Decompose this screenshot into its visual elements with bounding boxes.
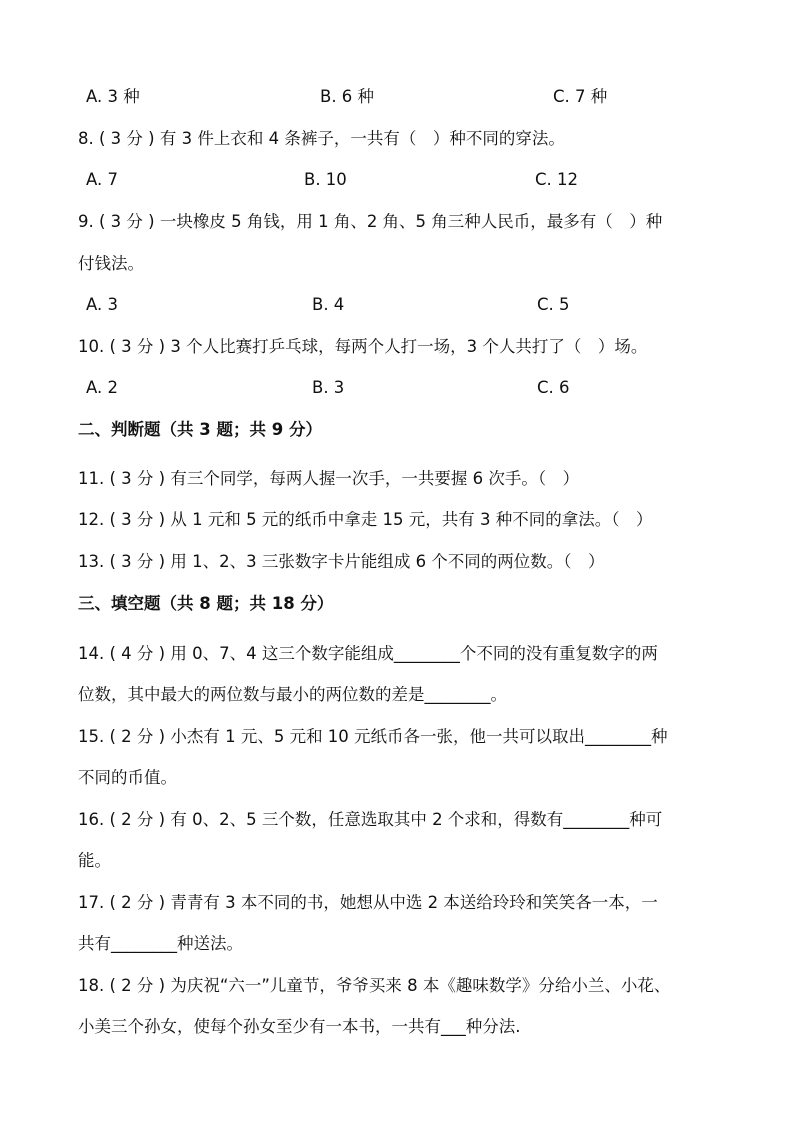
q9-option-b: B. 4 [312, 295, 345, 314]
question-18-line-1: 18. ( 2 分 ) 为庆祝“六一”儿童节，爷爷买来 8 本《趣味数学》分给小兰、小花、 [78, 976, 671, 995]
q9-option-a: A. 3 [86, 295, 118, 314]
question-15-line-2: 不同的币值。 [78, 768, 177, 787]
q7-option-b: B. 6 种 [320, 87, 375, 106]
q10-option-c: C. 6 [537, 378, 570, 397]
question-10: 10. ( 3 分 ) 3 个人比赛打乒乓球，每两个人打一场，3 个人共打了（ ）场。 [78, 337, 648, 356]
question-14-line-1: 14. ( 4 分 ) 用 0、7、4 这三个数字能组成________个不同的没有重复数字的两 [78, 644, 658, 663]
question-16-line-2: 能。 [78, 851, 111, 870]
question-8: 8. ( 3 分 ) 有 3 件上衣和 4 条裤子，一共有（ ）种不同的穿法。 [78, 129, 565, 148]
question-13: 13. ( 3 分 ) 用 1、2、3 三张数字卡片能组成 6 个不同的两位数。（ ） [78, 552, 605, 571]
q8-option-b: B. 10 [304, 170, 347, 189]
q10-option-b: B. 3 [312, 378, 345, 397]
q9-option-c: C. 5 [537, 295, 570, 314]
question-18-line-2: 小美三个孙女，使每个孙女至少有一本书，一共有___种分法. [78, 1017, 521, 1036]
q7-option-c: C. 7 种 [553, 87, 608, 106]
question-17-line-1: 17. ( 2 分 ) 青青有 3 本不同的书，她想从中选 2 本送给玲玲和笑笑各一本，一 [78, 893, 658, 912]
question-14-line-2: 位数，其中最大的两位数与最小的两位数的差是________。 [78, 685, 507, 704]
question-9-line-2: 付钱法。 [78, 254, 144, 273]
section-3-heading: 三、填空题（共 8 题；共 18 分） [78, 594, 334, 613]
section-2-heading: 二、判断题（共 3 题；共 9 分） [78, 420, 322, 439]
question-15-line-1: 15. ( 2 分 ) 小杰有 1 元、5 元和 10 元纸币各一张，他一共可以取出________种 [78, 727, 668, 746]
question-11: 11. ( 3 分 ) 有三个同学，每两人握一次手，一共要握 6 次手。（ ） [78, 469, 580, 488]
question-17-line-2: 共有________种送法。 [78, 934, 243, 953]
q8-option-a: A. 7 [86, 170, 118, 189]
q8-option-c: C. 12 [535, 170, 579, 189]
question-9-line-1: 9. ( 3 分 ) 一块橡皮 5 角钱，用 1 角、2 角、5 角三种人民币，最多有（ ）种 [78, 212, 663, 231]
question-16-line-1: 16. ( 2 分 ) 有 0、2、5 三个数，任意选取其中 2 个求和，得数有________种可 [78, 810, 663, 829]
q10-option-a: A. 2 [86, 378, 118, 397]
q7-option-a: A. 3 种 [86, 87, 140, 106]
question-12: 12. ( 3 分 ) 从 1 元和 5 元的纸币中拿走 15 元，共有 3 种不同的拿法。（ ） [78, 510, 653, 529]
